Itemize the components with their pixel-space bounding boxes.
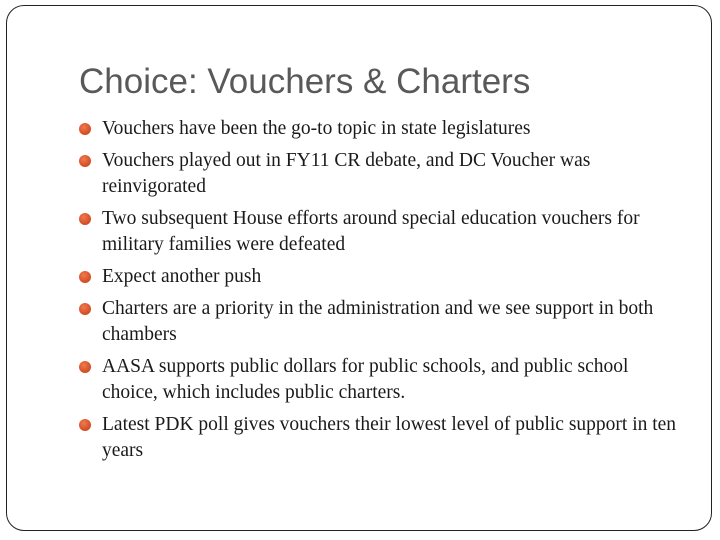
bullet-item <box>78 296 688 348</box>
circle-bullet-icon <box>79 123 91 135</box>
circle-bullet-icon <box>79 155 91 167</box>
bullet-text: Vouchers played out in FY11 CR debate, and DC Voucher was reinvigorated <box>102 150 591 197</box>
circle-bullet-icon <box>79 271 91 283</box>
circle-bullet-icon <box>79 303 91 315</box>
bullet-item <box>78 354 688 406</box>
circle-bullet-icon <box>79 419 91 431</box>
bullet-item <box>78 148 688 200</box>
bullet-list <box>78 116 688 470</box>
bullet-item <box>78 116 688 142</box>
bullet-text: Two subsequent House efforts around special education vouchers for military families were defeated <box>102 208 640 255</box>
bullet-text: Charters are a priority in the administration and we see support in both chambers <box>102 298 654 345</box>
bullet-item <box>78 264 688 290</box>
bullet-text: Vouchers have been the go-to topic in state legislatures <box>102 118 531 139</box>
circle-bullet-icon <box>79 361 91 373</box>
bullet-text: AASA supports public dollars for public schools, and public school choice, which includes public charters. <box>102 356 629 403</box>
slide-title: Choice: Vouchers & Charters <box>79 62 531 101</box>
bullet-text: Latest PDK poll gives vouchers their lowest level of public support in ten years <box>102 414 677 461</box>
bullet-text: Expect another push <box>102 266 262 287</box>
bullet-item <box>78 412 688 464</box>
circle-bullet-icon <box>79 213 91 225</box>
bullet-item <box>78 206 688 258</box>
